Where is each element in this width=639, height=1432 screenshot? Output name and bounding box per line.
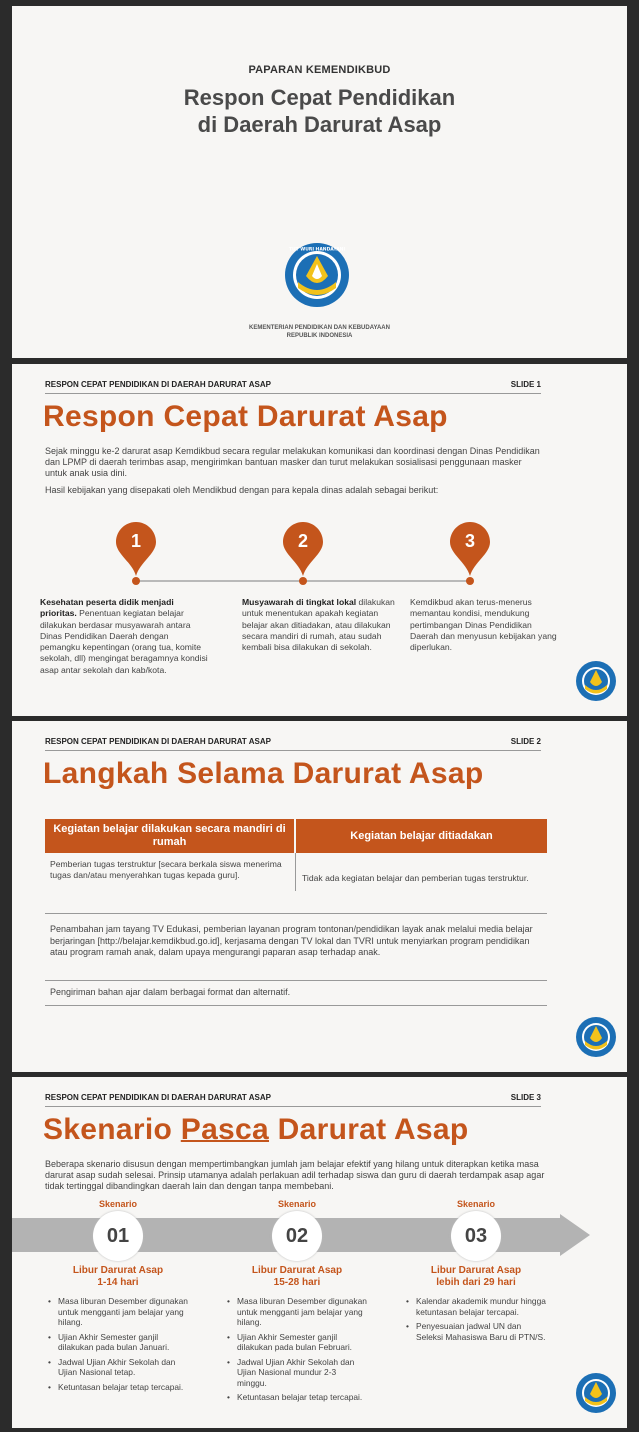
slide-number: SLIDE 1 [510,380,541,389]
slide-3 [12,1077,627,1428]
table-divider [295,853,296,891]
scenario-label: Skenario [456,1199,496,1209]
title-part: Darurat Asap [269,1113,469,1146]
scenario-title-line: Libur Darurat Asap [72,1265,164,1276]
kemendikbud-logo-icon [575,1372,617,1414]
intro-paragraph-2: Hasil kebijakan yang disepakati oleh Mendikbud dengan para kepala dinas adalah sebagai berikut: [45,485,439,495]
title-kicker: PAPARAN KEMENDIKBUD [248,64,391,76]
slide-title: Respon Cepat Darurat Asap [43,400,448,433]
ministry-name [12,324,627,340]
header-divider [45,750,541,751]
slide-header: RESPON CEPAT PENDIDIKAN DI DAERAH DARURAT ASAP [45,1093,271,1102]
step-text: Penentuan kegiatan belajar dilakukan berdasar musyawarah antara Dinas Pendidikan Daerah dengan pemangku kepentingan (orang tua, komite sekolah, dll) mengingat beragamnya kondisi asap antar sekolah dan kab/kota. [40,608,208,675]
list-item: • Penyesuaian jadwal UN dan Seleksi Mahasiswa Baru di PTN/S. [406,1321,546,1342]
scenario-bullets-3 [406,1296,546,1346]
scenario-title-line: lebih dari 29 hari [436,1277,516,1288]
table-cell: Pemberian tugas terstruktur [secara berkala siswa menerima tugas dan/atau menyerahkan tugas kepada guru]. [50,859,282,881]
scenario-bullets-1 [48,1296,188,1396]
kemendikbud-logo-icon [575,1016,617,1058]
slide-1 [12,364,627,716]
slide-header: RESPON CEPAT PENDIDIKAN DI DAERAH DARURAT ASAP [45,380,271,389]
list-item: • Ujian Akhir Semester ganjil dilakukan pada bulan Januari. [48,1332,188,1353]
step-bold-text: Kesehatan peserta didik menjadi prioritas. [40,597,174,619]
intro-paragraph: Beberapa skenario disusun dengan mempertimbangkan jumlah jam belajar efektif yang hilang untuk diterapkan ketika masa darurat asap sudah selesai. Prinsip utamanya adalah perlakuan adil terhadap siswa dan guru di daerah terdampak asap agar tidak tertinggal dibandingkan daerah lain dan dengan tanpa membebani. [45,1159,545,1191]
scenario-marker-1 [78,1199,158,1261]
scenario-title-line: Libur Darurat Asap [251,1265,343,1276]
kemendikbud-logo-icon [575,660,617,702]
list-item: • Ujian Akhir Semester ganjil dilakukan pada bulan Februari. [227,1332,367,1353]
step-text: Kemdikbud akan terus-menerus memantau kondisi, mendukung pertimbangan Dinas Pendidikan Daerah dan menyusun kebijakan yang diperlukan. [410,597,557,653]
step-number: 1 [130,531,141,551]
slide-title: Langkah Selama Darurat Asap [43,757,484,790]
step-number: 2 [297,531,308,551]
scenario-title-1 [48,1265,188,1289]
kemendikbud-logo-icon [284,242,350,312]
slide-header: RESPON CEPAT PENDIDIKAN DI DAERAH DARURAT ASAP [45,737,271,746]
ministry-line2: REPUBLIK INDONESIA [286,333,353,339]
step-description-2 [242,597,397,653]
scenario-title-3 [406,1265,546,1289]
scenario-label: Skenario [98,1199,138,1209]
table-row-text: Pengiriman bahan ajar dalam berbagai format dan alternatif. [50,987,291,997]
slide-number: SLIDE 3 [510,1093,541,1102]
scenario-title-line: Libur Darurat Asap [430,1265,522,1276]
scenario-label: Skenario [277,1199,317,1209]
table-header-col2: Kegiatan belajar ditiadakan [296,819,547,853]
list-item: • Masa liburan Desember digunakan untuk mengganti jam belajar yang hilang. [227,1296,367,1328]
slide-number: SLIDE 2 [510,737,541,746]
main-title-line1: Respon Cepat Pendidikan [183,85,456,110]
scenario-title-2 [227,1265,367,1289]
main-title [12,84,627,138]
step-description-3 [410,597,562,653]
header-divider [45,1106,541,1107]
scenario-bullets-2 [227,1296,367,1407]
table-divider [45,980,547,981]
scenario-title-line: 1-14 hari [97,1277,139,1288]
slide-title [43,1113,469,1147]
list-item: • Ketuntasan belajar tetap tercapai. [48,1382,188,1393]
scenario-number: 03 [451,1211,501,1261]
step-marker-2 [281,520,325,580]
scenario-number: 02 [272,1211,322,1261]
intro-paragraph: Sejak minggu ke-2 darurat asap Kemdikbud secara regular melakukan komunikasi dan koordinasi dengan Dinas Pendidikan dan LPMP di daerah terimbas asap, mengirimkan bantuan masker dan turut melakukan sosialisasi penggunaan masker untuk anak usia dini. [45,446,540,478]
list-item: • Kalendar akademik mundur hingga ketuntasan belajar tercapai. [406,1296,546,1317]
step-marker-3 [448,520,492,580]
list-item: • Ketuntasan belajar tetap tercapai. [227,1392,367,1403]
main-title-line2: di Daerah Darurat Asap [197,112,442,137]
header-divider [45,393,541,394]
title-part: Skenario [43,1113,181,1146]
table-divider [45,913,547,914]
title-part-underlined: Pasca [180,1113,270,1146]
scenario-marker-3 [436,1199,516,1261]
step-marker-1 [114,520,158,580]
scenario-number: 01 [93,1211,143,1261]
step-text: dilakukan untuk menentukan apakah kegiatan belajar akan ditiadakan, atau dilakukan secara mandiri di rumah, atau sudah kembali bisa dilakukan di sekolah. [242,597,395,653]
table-row-text: Penambahan jam tayang TV Edukasi, pemberian layanan program tontonan/pendidikan layak anak melalui media belajar berjaringan [http://belajar.kemdikbud.go.id], kerjasama dengan TV lokal dan TVRI untuk menyiarkan program pendidikan atau program ramah anak, dalam upaya mengurangi paparan asap terhadap anak. [50,924,533,957]
step-bold-text: Musyawarah di tingkat lokal [242,597,357,607]
table-cell: Tidak ada kegiatan belajar dan pemberian tugas terstruktur. [302,873,529,883]
title-slide [12,6,627,358]
scenario-title-line: 15-28 hari [273,1277,321,1288]
step-number: 3 [464,531,475,551]
ministry-line1: KEMENTERIAN PENDIDIKAN DAN KEBUDAYAAN [249,325,390,331]
table-divider [45,1005,547,1006]
list-item: • Masa liburan Desember digunakan untuk mengganti jam belajar yang hilang. [48,1296,188,1328]
logo-motto: TUT WURI HANDAYANI [288,247,346,253]
scenario-marker-2 [257,1199,337,1261]
table-header-col1: Kegiatan belajar dilakukan secara mandiri di rumah [45,819,294,853]
list-item: • Jadwal Ujian Akhir Sekolah dan Ujian Nasional mundur 2-3 minggu. [227,1357,367,1389]
step-description-1 [40,597,210,676]
list-item: • Jadwal Ujian Akhir Sekolah dan Ujian Nasional tetap. [48,1357,188,1378]
slide-2 [12,721,627,1072]
